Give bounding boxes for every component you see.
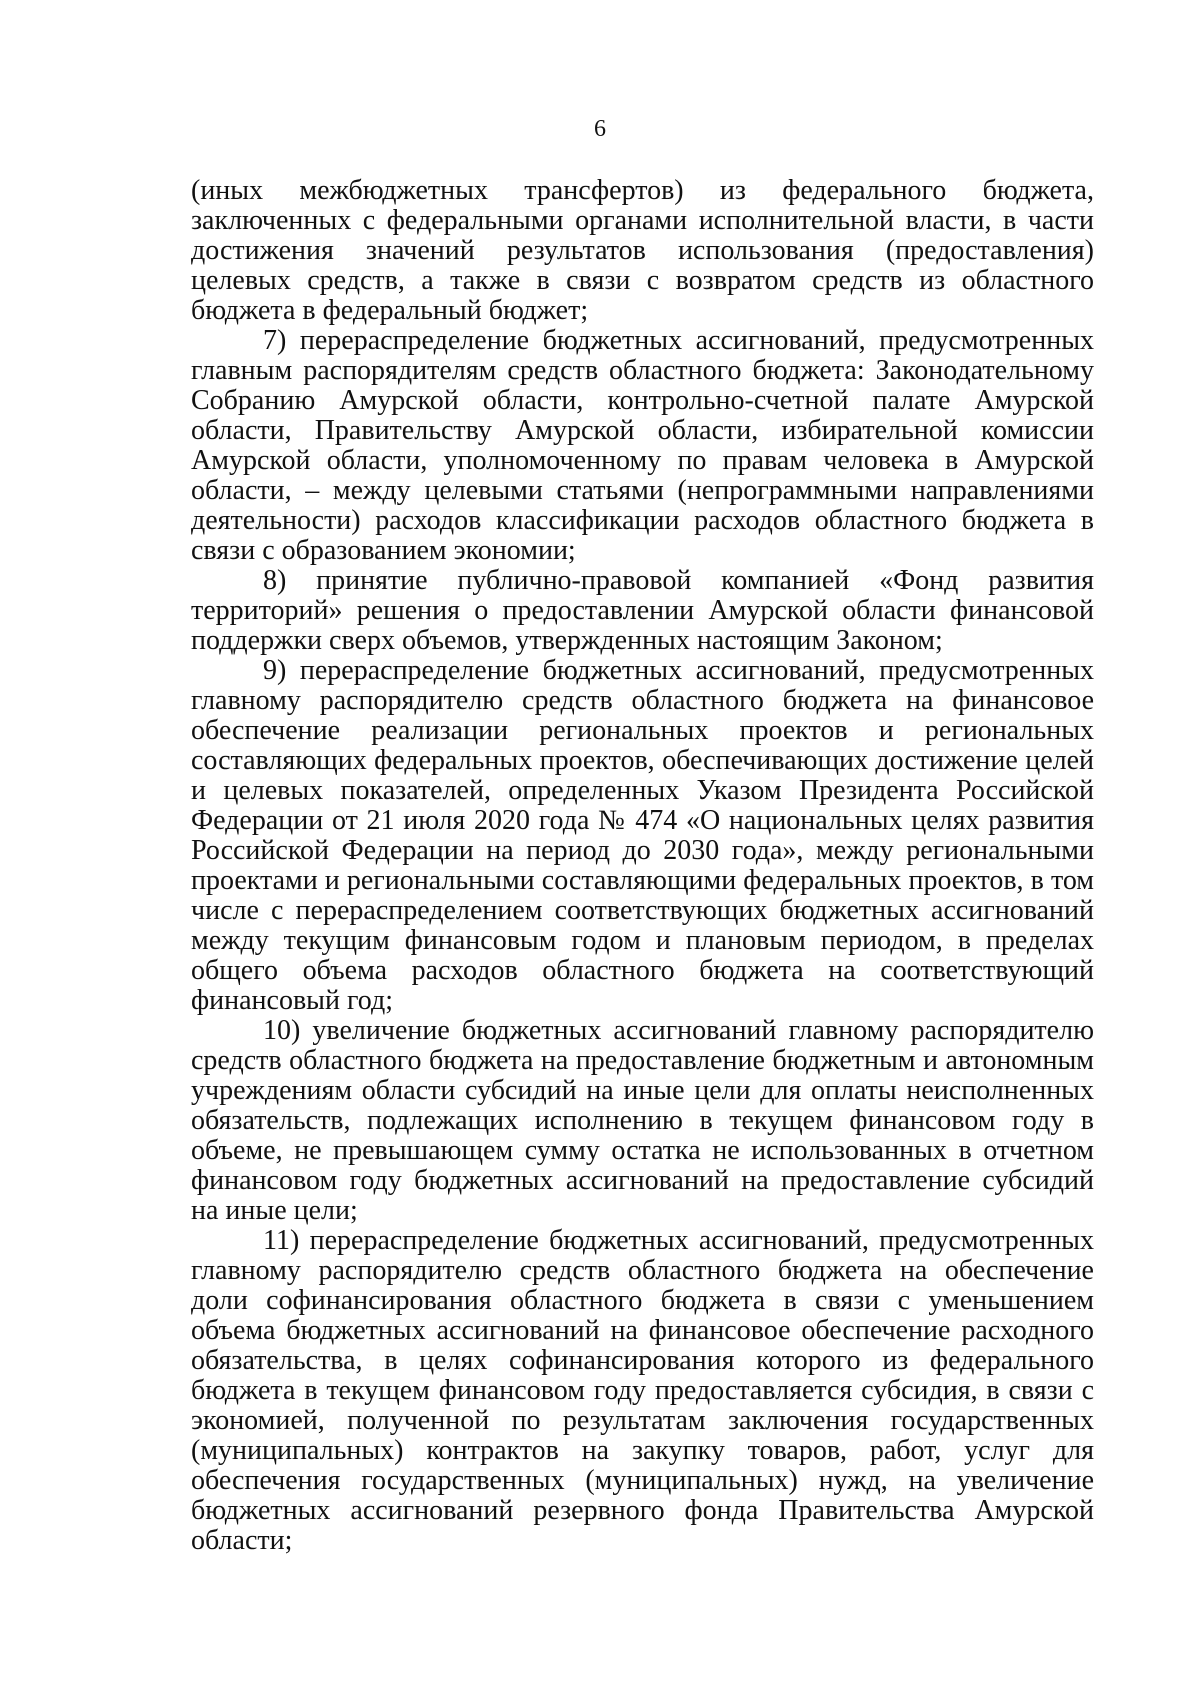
document-body: [191, 176, 1094, 1556]
page-number: 6: [594, 116, 606, 142]
paragraph-item-10: 10) увеличение бюджетных ассигнований главному распорядителю средств областного бюджета на предоставление бюджетным и автономным учреждениям области субсидий на иные цели для оплаты неисполненных обязательств, подлежащих исполнению в текущем финансовом году в объеме, не превышающем сумму остатка не использованных в отчетном финансовом году бюджетных ассигнований на предоставление субсидий на иные цели;: [191, 1015, 1094, 1226]
paragraph-continuation: (иных межбюджетных трансфертов) из федерального бюджета, заключенных с федеральными органами исполнительной власти, в части достижения значений результатов использования (предоставления) целевых средств, а также в связи с возвратом средств из областного бюджета в федеральный бюджет;: [191, 175, 1094, 326]
paragraph-item-9: 9) перераспределение бюджетных ассигнований, предусмотренных главному распорядителю средств областного бюджета на финансовое обеспечение реализации региональных проектов и региональных составляющих федеральных проектов, обеспечивающих достижение целей и целевых показателей, определенных Указом Президента Российской Федерации от 21 июля 2020 года № 474 «О национальных целях развития Российской Федерации на период до 2030 года», между региональными проектами и региональными составляющими федеральных проектов, в том числе с перераспределением соответствующих бюджетных ассигнований между текущим финансовым годом и плановым периодом, в пределах общего объема расходов областного бюджета на соответствующий финансовый год;: [191, 655, 1094, 1016]
paragraph-item-11: 11) перераспределение бюджетных ассигнований, предусмотренных главному распорядителю средств областного бюджета на обеспечение доли софинансирования областного бюджета в связи с уменьшением объема бюджетных ассигнований на финансовое обеспечение расходного обязательства, в целях софинансирования которого из федерального бюджета в текущем финансовом году предоставляется субсидия, в связи с экономией, полученной по результатам заключения государственных (муниципальных) контрактов на закупку товаров, работ, услуг для обеспечения государственных (муниципальных) нужд, на увеличение бюджетных ассигнований резервного фонда Правительства Амурской области;: [191, 1225, 1094, 1556]
paragraph-item-8: 8) принятие публично-правовой компанией «Фонд развития территорий» решения о предоставлении Амурской области финансовой поддержки сверх объемов, утвержденных настоящим Законом;: [191, 565, 1094, 656]
paragraph-item-7: 7) перераспределение бюджетных ассигнований, предусмотренных главным распорядителям средств областного бюджета: Законодательному Собранию Амурской области, контрольно-счетной палате Амурской области, Правительству Амурской области, избирательной комиссии Амурской области, уполномоченному по правам человека в Амурской области, – между целевыми статьями (непрограммными направлениями деятельности) расходов классификации расходов областного бюджета в связи с образованием экономии;: [191, 325, 1094, 566]
